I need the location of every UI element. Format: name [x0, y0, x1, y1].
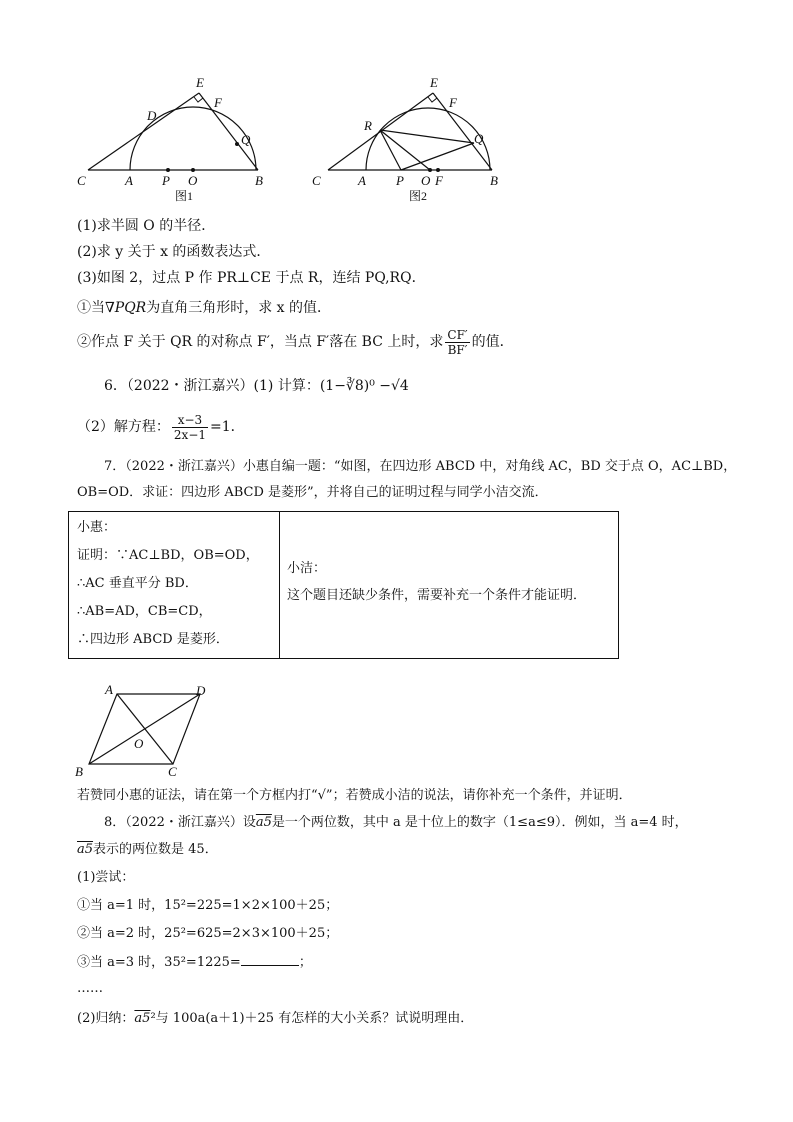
fig2-label-a: A: [358, 173, 366, 188]
q6-line2-pre: （2）解方程：: [77, 419, 170, 435]
fig2-label-r: R: [364, 118, 372, 133]
q7-fig-label-b: B: [75, 764, 83, 779]
fig2-label-p: P: [396, 173, 404, 188]
q8-line2: [77, 841, 218, 859]
q7-fig-label-d: D: [196, 683, 206, 698]
fig2-label-f-prime: F: [435, 173, 443, 188]
q5-part1: (1)求半圆 O 的半径．: [77, 218, 216, 234]
fig1-label-c: C: [77, 173, 86, 188]
q5-part3b-fraction: [445, 328, 469, 357]
q8-line1-post: 是一个两位数，其中 a 是十位上的数字（1≤a≤9）．例如，当 a=4 时，: [271, 815, 688, 830]
fig1-label-p: P: [162, 173, 170, 188]
q6-line1: [104, 377, 409, 395]
q7-left-line-3: ∴AC 垂直平分 BD．: [77, 576, 198, 591]
q6-line2: [77, 411, 245, 443]
fig1-caption: 图1: [175, 189, 194, 203]
q5-part3a-pre: ①当: [77, 300, 105, 316]
fig2-label-f: F: [449, 95, 457, 110]
q8-line1-number: a5: [255, 815, 272, 830]
fig1-label-e: E: [196, 75, 204, 90]
q8-case-3: [77, 953, 312, 972]
q8-line2-post: 表示的两位数是 45．: [93, 842, 218, 857]
q7-fig-label-a: A: [105, 682, 113, 697]
q7-left-line-4: ∴AB=AD，CB=CD，: [77, 604, 212, 619]
fig1-label-q: Q: [241, 132, 251, 147]
q5-part3b-post: 的值．: [471, 334, 514, 350]
q7-line2: OB=OD．求证：四边形 ABCD 是菱形”，并将自己的证明过程与同学小洁交流．: [77, 485, 548, 500]
q8-case-3-pre: ③当 a=3 时，35²=1225=: [77, 955, 241, 970]
q8-induce-pre: (2)归纳：: [77, 1011, 135, 1026]
q8-try-heading: (1)尝试：: [77, 870, 135, 885]
q5-part3: (3)如图 2，过点 P 作 PR⊥CE 于点 R，连结 PQ,RQ．: [77, 270, 426, 286]
q8-case-3-post: ；: [298, 955, 312, 970]
q7-fig-label-c: C: [168, 764, 177, 779]
q8-induce-number: a5: [134, 1011, 151, 1026]
q6-line2-fraction: [172, 413, 208, 442]
q5-part3b-numerator: CF′: [447, 327, 468, 342]
q8-line2-number: a5: [77, 842, 94, 857]
q7-figure-rhombus: [72, 682, 222, 782]
q8-ellipsis: ……: [77, 981, 103, 996]
fig2-label-e: E: [430, 75, 438, 90]
fig1-label-f: F: [214, 95, 222, 110]
q6-line1-pre: 6．（2022・浙江嘉兴）(1) 计算：: [104, 378, 320, 394]
q5-part2: (2)求 y 关于 x 的函数表达式．: [77, 244, 271, 260]
q8-case-2: ②当 a=2 时，25²=625=2×3×100＋25；: [77, 926, 339, 941]
fig1-label-d: D: [147, 108, 157, 123]
fig2-label-b: B: [490, 173, 498, 188]
q7-instruction: 若赞同小惠的证法，请在第一个方框内打“√”；若赞成小洁的说法，请你补充一个条件，并证明．: [77, 788, 632, 803]
q5-part3b-denominator: BF′: [447, 342, 468, 357]
q7-left-line-2: 证明：∵AC⊥BD，OB=OD，: [77, 548, 259, 563]
q7-left-line-5: ∴四边形 ABCD 是菱形．: [77, 632, 229, 647]
q7-line1: 7．（2022・浙江嘉兴）小惠自编一题：“如图，在四边形 ABCD 中，对角线 AC，BD 交于点 O，AC⊥BD，: [104, 459, 737, 474]
q8-induce: [77, 1010, 473, 1028]
q8-case-3-blank[interactable]: [241, 953, 299, 966]
q6-line2-numerator: x−3: [172, 413, 208, 428]
q5-part3a-triangle: ∇PQR: [105, 300, 147, 316]
q6-line2-denominator: 2x−1: [173, 427, 207, 442]
q7-left-line-1: 小惠：: [77, 520, 117, 535]
q6-line1-expression: (1−∛8)⁰ −√4: [319, 378, 409, 394]
q6-line2-post: =1．: [210, 419, 245, 435]
q7-right-line-1: 小洁：: [287, 561, 327, 576]
figure-1: [70, 72, 290, 207]
fig1-label-o: O: [188, 173, 198, 188]
q5-part3a-post: 为直角三角形时，求 x 的值．: [146, 300, 332, 316]
figure-2: [308, 72, 528, 207]
fig2-label-o: O: [421, 173, 431, 188]
q5-part3b-pre: ②作点 F 关于 QR 的对称点 F′，当点 F′落在 BC 上时，求: [77, 334, 444, 350]
q7-right-line-2: 这个题目还缺少条件，需要补充一个条件才能证明．: [287, 588, 587, 603]
q8-line1-pre: 8．（2022・浙江嘉兴）设: [104, 815, 256, 830]
q5-part3b: [77, 326, 514, 358]
fig2-label-q: Q: [474, 131, 484, 146]
q8-line1: [104, 814, 688, 832]
fig1-label-a: A: [125, 173, 133, 188]
q7-fig-label-o: O: [134, 736, 144, 751]
q8-case-1: ①当 a=1 时，15²=225=1×2×100＋25；: [77, 898, 339, 913]
fig1-label-b: B: [255, 173, 263, 188]
q5-part3a: [77, 299, 331, 317]
q7-answer-table: [68, 511, 619, 659]
q8-induce-post: ²与 100a(a＋1)＋25 有怎样的大小关系？试说明理由．: [150, 1011, 474, 1026]
fig2-label-c: C: [312, 173, 321, 188]
fig2-caption: 图2: [409, 189, 428, 203]
